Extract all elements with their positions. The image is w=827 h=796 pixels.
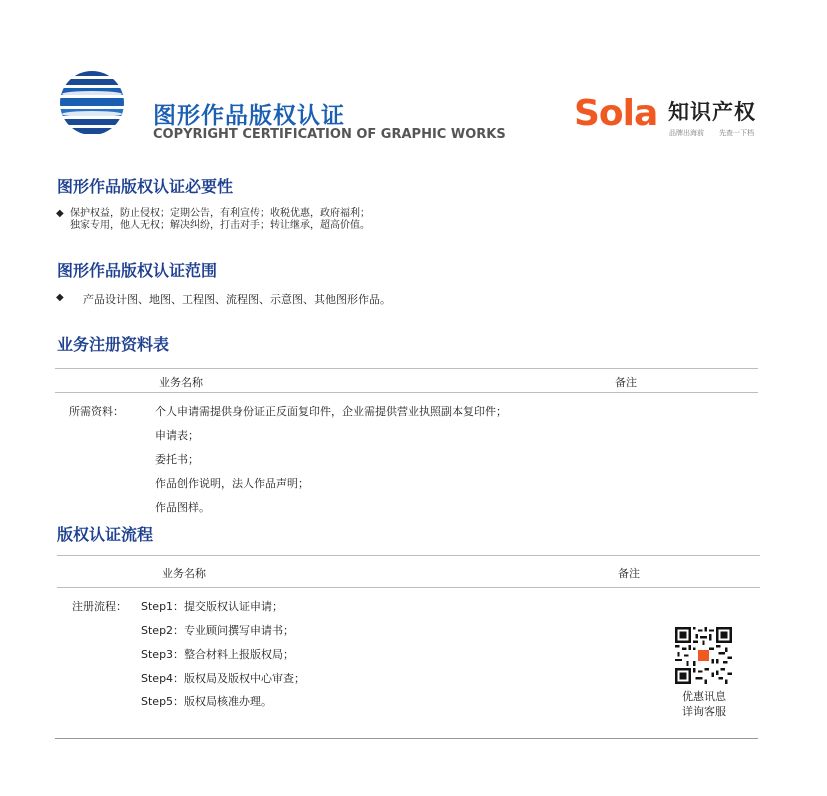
- brand-name-cn: 知识产权: [668, 100, 756, 124]
- necessity-heading: 图形作品版权认证必要性: [57, 177, 234, 196]
- materials-item: 作品创作说明，法人作品声明；: [155, 477, 309, 490]
- materials-item: 申请表；: [155, 429, 199, 442]
- process-row-label: 注册流程：: [72, 600, 127, 613]
- table-divider: [57, 555, 760, 556]
- qr-caption-line-2: 详询客服: [682, 705, 726, 718]
- materials-col-name: 业务名称: [159, 376, 203, 389]
- page-title: 图形作品版权认证: [153, 103, 345, 129]
- necessity-line-1: 保护权益，防止侵权；定期公告，有利宣传；收税优惠，政府福利；: [70, 208, 370, 219]
- striped-globe-icon: [56, 70, 128, 136]
- materials-item: 作品图样。: [155, 501, 210, 514]
- scope-heading: 图形作品版权认证范围: [57, 261, 218, 280]
- process-step: Step5：版权局核准办理。: [141, 695, 273, 708]
- bottom-divider: [55, 738, 758, 739]
- materials-heading: 业务注册资料表: [57, 335, 170, 354]
- process-step: Step4：版权局及版权中心审查；: [141, 672, 306, 685]
- table-divider: [55, 392, 758, 393]
- bullet-icon: ◆: [56, 292, 64, 303]
- brand-slogan-left: 品牌出海前: [669, 129, 704, 137]
- process-heading: 版权认证流程: [57, 525, 154, 544]
- materials-item: 个人申请需提供身份证正反面复印件，企业需提供营业执照副本复印件；: [155, 405, 507, 418]
- scope-text: 产品设计图、地图、工程图、流程图、示意图、其他图形作品。: [83, 293, 391, 306]
- brand-logo-text: Sola: [574, 93, 658, 134]
- materials-row-label: 所需资料：: [69, 405, 124, 418]
- process-step: Step1：提交版权认证申请；: [141, 600, 284, 613]
- qr-caption: [665, 689, 743, 719]
- necessity-line-2: 独家专用，他人无权；解决纠纷，打击对手；转让继承，超高价值。: [70, 220, 370, 231]
- brand-slogan-right: 先查一下档: [719, 129, 754, 137]
- bullet-icon: ◆: [56, 208, 64, 219]
- materials-item: 委托书；: [155, 453, 199, 466]
- qr-caption-line-1: 优惠讯息: [682, 690, 726, 703]
- process-step: Step3：整合材料上报版权局；: [141, 648, 295, 661]
- table-divider: [55, 368, 758, 369]
- materials-col-note: 备注: [615, 376, 637, 389]
- process-col-name: 业务名称: [162, 567, 206, 580]
- page-subtitle: COPYRIGHT CERTIFICATION OF GRAPHIC WORKS: [153, 127, 506, 142]
- table-divider: [57, 587, 760, 588]
- qr-code-icon: [675, 627, 732, 684]
- process-col-note: 备注: [618, 567, 640, 580]
- process-step: Step2：专业顾问撰写申请书；: [141, 624, 295, 637]
